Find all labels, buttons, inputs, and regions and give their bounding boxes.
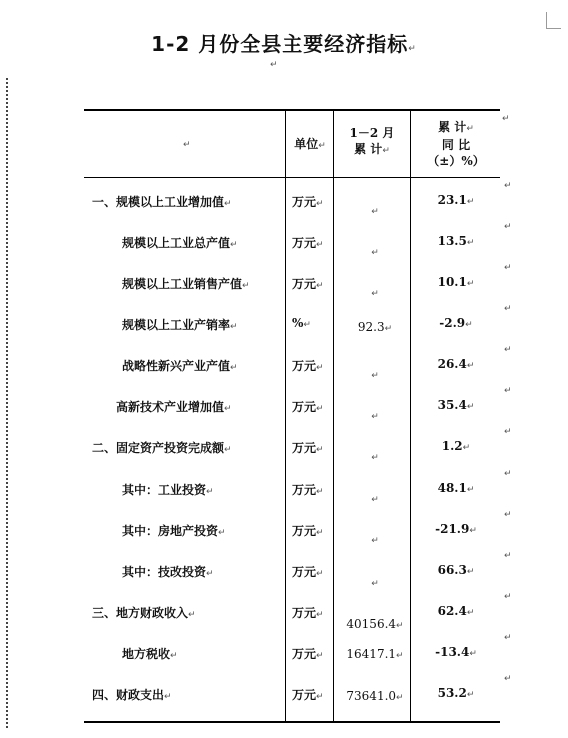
- unit-cell: [292, 234, 324, 251]
- indicator-name: [116, 398, 232, 415]
- yoy-change-text: 13.5: [437, 234, 467, 248]
- header-yoy: [412, 119, 500, 169]
- paragraph-mark-icon: ↵: [504, 222, 512, 232]
- indicator-name-text: 四、财政支出: [92, 688, 165, 702]
- paragraph-mark-icon: ↵: [316, 610, 324, 620]
- paragraph-mark-icon: ↵: [396, 651, 404, 661]
- unit-cell: [292, 563, 324, 580]
- yoy-change-value: [412, 563, 500, 577]
- page-margin-dots: [6, 78, 8, 728]
- paragraph-mark-icon: ↵: [465, 320, 473, 330]
- paragraph-mark-icon: ↵: [224, 445, 232, 455]
- paragraph-mark-icon: ↵: [371, 248, 379, 258]
- indicator-name: [122, 563, 214, 580]
- unit-text: 万元: [292, 277, 317, 291]
- paragraph-mark-icon: ↵: [316, 199, 324, 209]
- column-divider: [410, 110, 411, 722]
- yoy-change-value: [412, 439, 500, 453]
- indicator-name: [122, 234, 238, 251]
- yoy-change-text: 10.1: [437, 275, 467, 289]
- unit-text: 万元: [292, 606, 317, 620]
- header-bottom-border: [84, 177, 500, 178]
- paragraph-mark-icon: ↵: [466, 485, 475, 495]
- accumulated-value: [340, 532, 410, 546]
- yoy-change-value: [412, 398, 500, 412]
- paragraph-mark-icon: ↵: [371, 289, 379, 299]
- indicator-name: [92, 439, 232, 456]
- accumulated-text: 16417.1: [346, 647, 397, 661]
- paragraph-mark-icon: ↵: [504, 181, 512, 191]
- paragraph-mark-icon: ↵: [270, 60, 278, 70]
- unit-cell: [292, 686, 324, 703]
- yoy-change-value: [412, 522, 500, 536]
- paragraph-mark-icon: ↵: [466, 361, 475, 371]
- unit-text: 万元: [292, 524, 317, 538]
- column-divider: [333, 110, 334, 722]
- paragraph-mark-icon: ↵: [504, 469, 512, 479]
- paragraph-mark-icon: ↵: [316, 240, 324, 250]
- table-bottom-border: [84, 721, 500, 723]
- unit-text: 万元: [292, 483, 317, 497]
- paragraph-mark-icon: ↵: [164, 692, 172, 702]
- unit-text: 万元: [292, 359, 317, 373]
- unit-text: 万元: [292, 236, 317, 250]
- unit-text: %: [292, 316, 304, 330]
- paragraph-mark-icon: ↵: [504, 592, 512, 602]
- paragraph-mark-icon: ↵: [230, 240, 238, 250]
- paragraph-mark-icon: ↵: [371, 412, 379, 422]
- unit-cell: [292, 645, 324, 662]
- paragraph-mark-icon: ↵: [316, 487, 324, 497]
- indicator-name-text: 地方税收: [122, 647, 171, 661]
- paragraph-mark-icon: ↵: [242, 281, 250, 291]
- accumulated-value: [340, 689, 410, 703]
- title-text: 1-2 月份全县主要经济指标: [151, 32, 409, 56]
- indicator-name: [122, 645, 178, 662]
- accumulated-value: [340, 285, 410, 299]
- column-divider: [285, 110, 286, 722]
- indicator-name: [92, 686, 172, 703]
- paragraph-mark-icon: ↵: [316, 281, 324, 291]
- accumulated-value: [340, 449, 410, 463]
- paragraph-mark-icon: ↵: [466, 608, 475, 618]
- unit-text: 万元: [292, 647, 317, 661]
- paragraph-mark-icon: ↵: [504, 345, 512, 355]
- paragraph-mark-icon: ↵: [504, 551, 512, 561]
- header-acc-line1: 1－2 月: [349, 126, 395, 140]
- accumulated-value: [340, 408, 410, 422]
- indicator-name-text: 规模以上工业总产值: [122, 236, 231, 250]
- paragraph-mark-icon: ↵: [206, 569, 214, 579]
- paragraph-mark-icon: ↵: [466, 567, 475, 577]
- yoy-change-value: [412, 234, 500, 248]
- paragraph-mark-icon: ↵: [316, 445, 324, 455]
- unit-cell: [292, 522, 324, 539]
- yoy-change-value: [412, 645, 500, 659]
- paragraph-mark-icon: ↵: [396, 621, 404, 631]
- paragraph-mark-icon: ↵: [371, 495, 379, 505]
- paragraph-mark-icon: ↵: [504, 304, 512, 314]
- unit-cell: [292, 316, 311, 330]
- header-yoy-line1: 累 计: [438, 120, 467, 134]
- paragraph-mark-icon: ↵: [504, 633, 512, 643]
- table-top-border: [84, 109, 500, 111]
- unit-cell: [292, 357, 324, 374]
- yoy-change-value: [412, 357, 500, 371]
- paragraph-mark-icon: ↵: [466, 197, 475, 207]
- header-accumulated: [336, 125, 408, 159]
- indicator-name: [122, 357, 238, 374]
- paragraph-mark-icon: ↵: [316, 651, 324, 661]
- unit-cell: [292, 604, 324, 621]
- paragraph-mark-icon: ↵: [466, 279, 475, 289]
- paragraph-mark-icon: ↵: [371, 579, 379, 589]
- paragraph-mark-icon: ↵: [371, 536, 379, 546]
- accumulated-value: [340, 647, 410, 661]
- paragraph-mark-icon: ↵: [318, 141, 326, 151]
- paragraph-mark-icon: ↵: [469, 649, 477, 659]
- paragraph-mark-icon: ↵: [316, 363, 324, 373]
- accumulated-value: [340, 320, 410, 334]
- accumulated-value: [340, 367, 410, 381]
- indicator-name-text: 其中：技改投资: [122, 565, 207, 579]
- accumulated-text: 40156.4: [346, 617, 397, 631]
- yoy-change-text: -2.9: [439, 316, 466, 330]
- paragraph-mark-icon: ↵: [218, 528, 226, 538]
- indicator-name-text: 三、地方财政收入: [92, 606, 189, 620]
- indicator-name: [92, 604, 196, 621]
- paragraph-mark-icon: ↵: [502, 114, 510, 124]
- yoy-change-value: [412, 316, 500, 330]
- paragraph-mark-icon: ↵: [316, 569, 324, 579]
- paragraph-mark-icon: ↵: [224, 404, 232, 414]
- paragraph-mark-icon: ↵: [316, 528, 324, 538]
- header-unit: [288, 136, 332, 154]
- unit-text: 万元: [292, 195, 317, 209]
- yoy-change-text: 35.4: [437, 398, 467, 412]
- yoy-change-text: 48.1: [437, 481, 467, 495]
- paragraph-mark-icon: ↵: [303, 320, 311, 330]
- paragraph-mark-icon: ↵: [384, 324, 393, 334]
- accumulated-value: [340, 244, 410, 258]
- paragraph-mark-icon: ↵: [316, 692, 324, 702]
- paragraph-mark-icon: ↵: [466, 690, 475, 700]
- indicator-name-text: 其中：房地产投资: [122, 524, 219, 538]
- paragraph-mark-icon: ↵: [371, 371, 379, 381]
- indicator-name-text: 一、规模以上工业增加值: [92, 195, 225, 209]
- accumulated-value: [340, 617, 410, 631]
- indicator-name-text: 高新技术产业增加值: [116, 400, 225, 414]
- paragraph-mark-icon: ↵: [466, 402, 475, 412]
- yoy-change-text: -21.9: [435, 522, 470, 536]
- paragraph-mark-icon: ↵: [371, 207, 379, 217]
- unit-cell: [292, 275, 324, 292]
- paragraph-mark-icon: ↵: [382, 146, 390, 156]
- yoy-change-text: 62.4: [437, 604, 467, 618]
- paragraph-mark-icon: ↵: [230, 322, 238, 332]
- yoy-change-text: 26.4: [437, 357, 467, 371]
- indicator-name: [92, 193, 232, 210]
- yoy-change-value: [412, 275, 500, 289]
- yoy-change-text: -13.4: [435, 645, 470, 659]
- unit-cell: [292, 193, 324, 210]
- yoy-change-value: [412, 481, 500, 495]
- accumulated-text: 73641.0: [346, 689, 397, 703]
- yoy-change-text: 23.1: [437, 193, 467, 207]
- paragraph-mark-icon: ↵: [504, 427, 512, 437]
- indicator-name: [122, 481, 214, 498]
- accumulated-text: 92.3: [357, 320, 385, 334]
- paragraph-mark-icon: ↵: [188, 610, 196, 620]
- yoy-change-value: [412, 686, 500, 700]
- unit-text: 万元: [292, 688, 317, 702]
- header-yoy-line3: （±）%）: [427, 154, 485, 168]
- indicator-name: [122, 522, 226, 539]
- accumulated-value: [340, 491, 410, 505]
- paragraph-mark-icon: ↵: [466, 124, 474, 134]
- document-title: [0, 28, 568, 57]
- accumulated-value: [340, 575, 410, 589]
- paragraph-mark-icon: ↵: [316, 404, 324, 414]
- paragraph-mark-icon: ↵: [206, 487, 214, 497]
- indicator-name-text: 战略性新兴产业产值: [122, 359, 231, 373]
- unit-text: 万元: [292, 565, 317, 579]
- paragraph-mark-icon: ↵: [371, 453, 379, 463]
- paragraph-mark-icon: ↵: [504, 263, 512, 273]
- unit-cell: [292, 439, 324, 456]
- yoy-change-value: [412, 604, 500, 618]
- yoy-change-value: [412, 193, 500, 207]
- paragraph-mark-icon: ↵: [230, 363, 238, 373]
- yoy-change-text: 1.2: [441, 439, 463, 453]
- unit-text: 万元: [292, 441, 317, 455]
- header-unit-label: 单位: [294, 137, 319, 151]
- indicator-name: [122, 316, 238, 333]
- accumulated-value: [340, 203, 410, 217]
- paragraph-mark-icon: ↵: [408, 44, 417, 54]
- paragraph-mark-icon: ↵: [170, 651, 178, 661]
- indicator-name-text: 其中：工业投资: [122, 483, 207, 497]
- yoy-change-text: 66.3: [437, 563, 467, 577]
- indicator-name: [122, 275, 250, 292]
- indicator-name-text: 规模以上工业产销率: [122, 318, 231, 332]
- paragraph-mark-icon: ↵: [396, 693, 404, 703]
- paragraph-mark-icon: ↵: [183, 140, 191, 150]
- indicator-name-text: 二、固定资产投资完成额: [92, 441, 225, 455]
- header-yoy-line2: 同 比: [441, 138, 471, 152]
- unit-cell: [292, 398, 324, 415]
- paragraph-mark-icon: ↵: [466, 238, 475, 248]
- paragraph-mark-icon: ↵: [504, 386, 512, 396]
- paragraph-mark-icon: ↵: [462, 443, 471, 453]
- paragraph-mark-icon: ↵: [504, 674, 512, 684]
- paragraph-mark-icon: ↵: [469, 526, 477, 536]
- paragraph-mark-icon: ↵: [504, 510, 512, 520]
- paragraph-mark-icon: ↵: [224, 199, 232, 209]
- indicator-name-text: 规模以上工业销售产值: [122, 277, 243, 291]
- unit-text: 万元: [292, 400, 317, 414]
- page-corner-mark: [546, 12, 561, 29]
- header-acc-line2: 累 计: [354, 142, 383, 156]
- unit-cell: [292, 481, 324, 498]
- yoy-change-text: 53.2: [437, 686, 467, 700]
